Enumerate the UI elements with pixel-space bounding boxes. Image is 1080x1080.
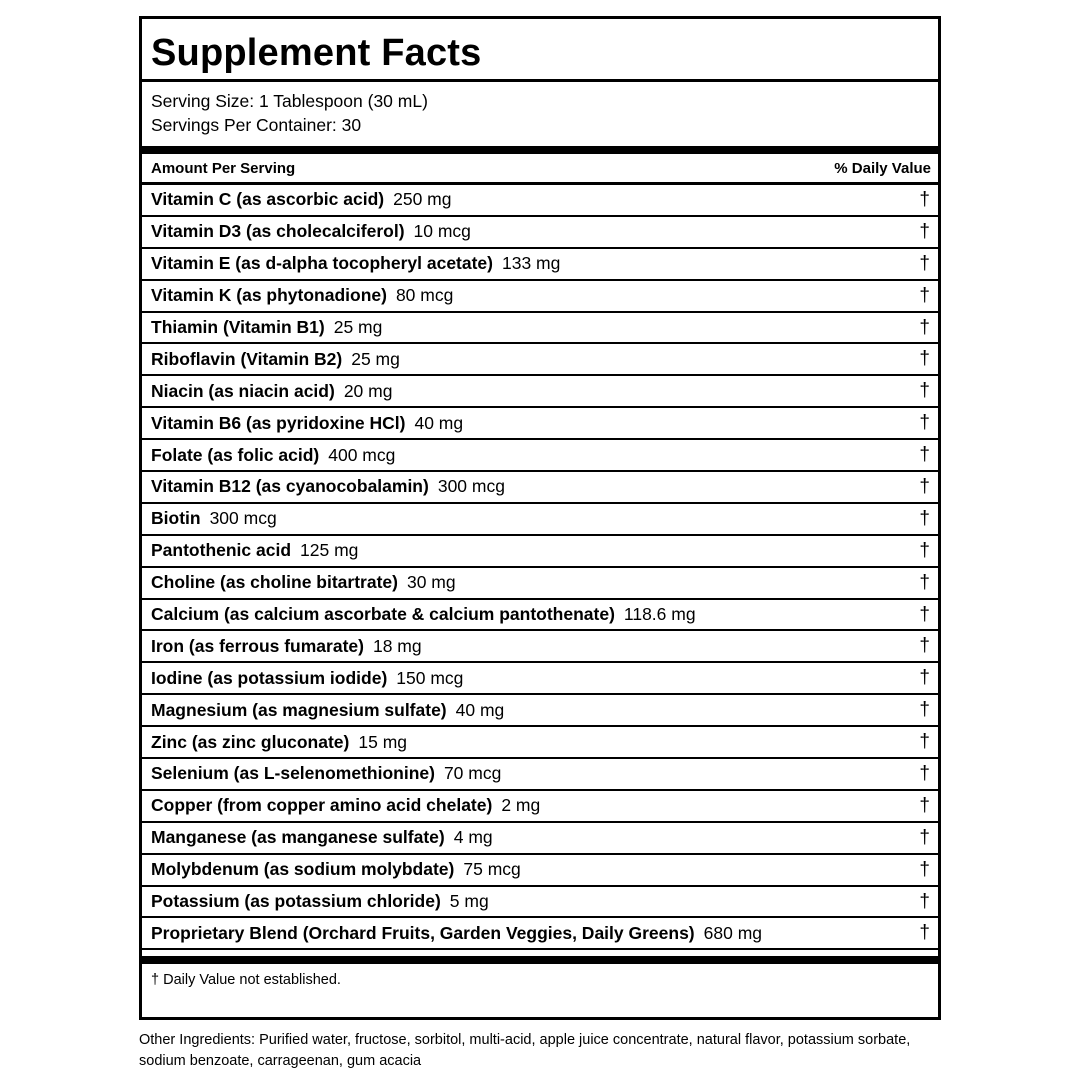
table-row bbox=[142, 823, 938, 855]
daily-value-dagger: † bbox=[919, 444, 930, 466]
table-row bbox=[142, 313, 938, 345]
nutrient-name: Niacin (as niacin acid) bbox=[151, 380, 335, 401]
nutrient-name: Vitamin E (as d-alpha tocopheryl acetate) bbox=[151, 253, 493, 274]
nutrient-cell bbox=[151, 476, 505, 497]
table-header bbox=[142, 154, 938, 185]
nutrient-amount: 2 mg bbox=[501, 795, 541, 816]
nutrient-name: Manganese (as manganese sulfate) bbox=[151, 827, 445, 848]
daily-value-dagger: † bbox=[919, 826, 930, 848]
nutrient-name: Proprietary Blend (Orchard Fruits, Garden Veggies, Daily Greens) bbox=[151, 922, 695, 943]
table-row bbox=[142, 855, 938, 887]
nutrient-cell bbox=[151, 891, 489, 912]
daily-value-dagger: † bbox=[919, 762, 930, 784]
daily-value-dagger: † bbox=[919, 731, 930, 753]
table-row bbox=[142, 600, 938, 632]
table-row bbox=[142, 631, 938, 663]
nutrient-name: Copper (from copper amino acid chelate) bbox=[151, 795, 493, 816]
daily-value-dagger: † bbox=[919, 348, 930, 370]
table-row bbox=[142, 536, 938, 568]
nutrient-cell bbox=[151, 285, 453, 306]
nutrient-amount: 400 mcg bbox=[328, 444, 396, 465]
nutrient-cell bbox=[151, 253, 560, 274]
nutrient-amount: 75 mcg bbox=[463, 859, 521, 880]
nutrient-name: Riboflavin (Vitamin B2) bbox=[151, 348, 343, 369]
daily-value-dagger: † bbox=[919, 507, 930, 529]
nutrient-amount: 5 mg bbox=[449, 891, 489, 912]
nutrient-name: Potassium (as potassium chloride) bbox=[151, 891, 441, 912]
nutrient-cell bbox=[151, 381, 392, 402]
table-row bbox=[142, 727, 938, 759]
nutrient-name: Calcium (as calcium ascorbate & calcium pantothenate) bbox=[151, 604, 615, 625]
table-row bbox=[142, 408, 938, 440]
table-row bbox=[142, 504, 938, 536]
thick-divider bbox=[142, 956, 938, 964]
nutrient-amount: 25 mg bbox=[351, 348, 400, 369]
table-row bbox=[142, 759, 938, 791]
daily-value-dagger: † bbox=[919, 571, 930, 593]
nutrient-amount: 70 mcg bbox=[443, 763, 502, 784]
nutrient-amount: 300 mcg bbox=[209, 508, 277, 529]
nutrient-cell bbox=[151, 700, 504, 721]
nutrient-name: Vitamin D3 (as cholecalciferol) bbox=[151, 221, 405, 242]
nutrient-cell bbox=[151, 572, 456, 593]
daily-value-dagger: † bbox=[919, 858, 930, 880]
nutrient-cell bbox=[151, 795, 540, 816]
nutrient-cell bbox=[151, 763, 501, 784]
daily-value-dagger: † bbox=[919, 475, 930, 497]
nutrient-amount: 20 mg bbox=[343, 380, 393, 401]
table-row bbox=[142, 440, 938, 472]
nutrient-cell bbox=[151, 413, 463, 434]
table-row bbox=[142, 568, 938, 600]
nutrient-amount: 30 mg bbox=[406, 572, 456, 593]
nutrient-amount: 300 mcg bbox=[437, 476, 505, 497]
nutrient-amount: 10 mcg bbox=[413, 221, 471, 242]
nutrient-cell bbox=[151, 317, 382, 338]
table-row bbox=[142, 695, 938, 727]
daily-value-dagger: † bbox=[919, 603, 930, 625]
nutrient-amount: 680 mg bbox=[703, 922, 763, 943]
nutrient-amount: 150 mcg bbox=[396, 667, 464, 688]
nutrient-cell bbox=[151, 604, 696, 625]
daily-value-dagger: † bbox=[919, 794, 930, 816]
table-row bbox=[142, 185, 938, 217]
nutrient-amount: 250 mg bbox=[393, 189, 452, 210]
daily-value-dagger: † bbox=[919, 284, 930, 306]
nutrient-name: Vitamin B12 (as cyanocobalamin) bbox=[151, 476, 429, 497]
nutrient-name: Vitamin B6 (as pyridoxine HCl) bbox=[151, 412, 406, 433]
serving-size: Serving Size: 1 Tablespoon (30 mL) bbox=[151, 91, 428, 111]
nutrient-name: Magnesium (as magnesium sulfate) bbox=[151, 699, 447, 720]
table-row bbox=[142, 663, 938, 695]
footnote: † Daily Value not established. bbox=[151, 972, 341, 989]
nutrient-amount: 15 mg bbox=[358, 731, 408, 752]
nutrient-amount: 80 mcg bbox=[395, 285, 454, 306]
table-row bbox=[142, 472, 938, 504]
nutrient-name: Iron (as ferrous fumarate) bbox=[151, 635, 364, 656]
daily-value-dagger: † bbox=[919, 539, 930, 561]
thick-divider bbox=[142, 146, 938, 154]
nutrient-amount: 40 mg bbox=[414, 412, 464, 433]
nutrient-amount: 133 mg bbox=[502, 253, 561, 274]
daily-value-header: % Daily Value bbox=[834, 159, 931, 177]
supplement-facts-panel bbox=[139, 16, 941, 1020]
nutrient-cell bbox=[151, 923, 762, 944]
daily-value-dagger: † bbox=[919, 220, 930, 242]
nutrient-cell bbox=[151, 445, 395, 466]
nutrient-name: Thiamin (Vitamin B1) bbox=[151, 317, 325, 337]
amount-per-serving-header: Amount Per Serving bbox=[151, 159, 296, 177]
nutrient-cell bbox=[151, 221, 471, 242]
nutrient-cell bbox=[151, 540, 358, 561]
daily-value-dagger: † bbox=[919, 667, 930, 689]
table-row bbox=[142, 281, 938, 313]
nutrient-name: Biotin bbox=[151, 508, 201, 529]
table-row bbox=[142, 344, 938, 376]
daily-value-dagger: † bbox=[919, 890, 930, 912]
nutrient-cell bbox=[151, 636, 422, 657]
daily-value-dagger: † bbox=[919, 635, 930, 657]
nutrient-amount: 4 mg bbox=[453, 827, 493, 848]
nutrient-cell bbox=[151, 508, 277, 529]
nutrient-amount: 18 mg bbox=[372, 635, 422, 656]
table-row bbox=[142, 791, 938, 823]
nutrient-name: Zinc (as zinc gluconate) bbox=[151, 731, 350, 752]
table-row bbox=[142, 249, 938, 281]
nutrient-name: Molybdenum (as sodium molybdate) bbox=[151, 859, 455, 880]
table-row bbox=[142, 217, 938, 249]
nutrient-name: Iodine (as potassium iodide) bbox=[151, 667, 388, 688]
nutrient-cell bbox=[151, 349, 400, 370]
nutrient-name: Vitamin C (as ascorbic acid) bbox=[151, 189, 385, 210]
daily-value-dagger: † bbox=[919, 380, 930, 402]
nutrient-cell bbox=[151, 668, 463, 689]
daily-value-dagger: † bbox=[919, 922, 930, 944]
daily-value-dagger: † bbox=[919, 252, 930, 274]
nutrient-amount: 118.6 mg bbox=[623, 604, 696, 625]
daily-value-dagger: † bbox=[919, 316, 930, 338]
panel-title: Supplement Facts bbox=[142, 19, 938, 82]
nutrient-cell bbox=[151, 189, 451, 210]
nutrient-name: Choline (as choline bitartrate) bbox=[151, 572, 398, 593]
serving-info bbox=[142, 82, 938, 146]
other-ingredients: Other Ingredients: Purified water, fructose, sorbitol, multi-acid, apple juice concentrate, natural flavor, potassium sorbate, sodium benzoate, carrageenan, gum acacia bbox=[139, 1032, 911, 1069]
table-row bbox=[142, 376, 938, 408]
nutrient-cell bbox=[151, 732, 407, 753]
nutrient-amount: 125 mg bbox=[300, 540, 359, 561]
nutrient-table bbox=[142, 185, 938, 950]
nutrient-amount: 25 mg bbox=[333, 317, 383, 337]
nutrient-name: Pantothenic acid bbox=[151, 540, 292, 561]
table-row bbox=[142, 887, 938, 919]
nutrient-name: Vitamin K (as phytonadione) bbox=[151, 285, 387, 306]
nutrient-cell bbox=[151, 859, 521, 880]
servings-per-container: Servings Per Container: 30 bbox=[151, 115, 362, 135]
nutrient-amount: 40 mg bbox=[455, 699, 505, 720]
daily-value-dagger: † bbox=[919, 412, 930, 434]
daily-value-dagger: † bbox=[919, 699, 930, 721]
table-row bbox=[142, 918, 938, 950]
nutrient-name: Folate (as folic acid) bbox=[151, 444, 320, 465]
daily-value-dagger: † bbox=[919, 188, 930, 210]
nutrient-name: Selenium (as L-selenomethionine) bbox=[151, 763, 435, 784]
nutrient-cell bbox=[151, 827, 493, 848]
